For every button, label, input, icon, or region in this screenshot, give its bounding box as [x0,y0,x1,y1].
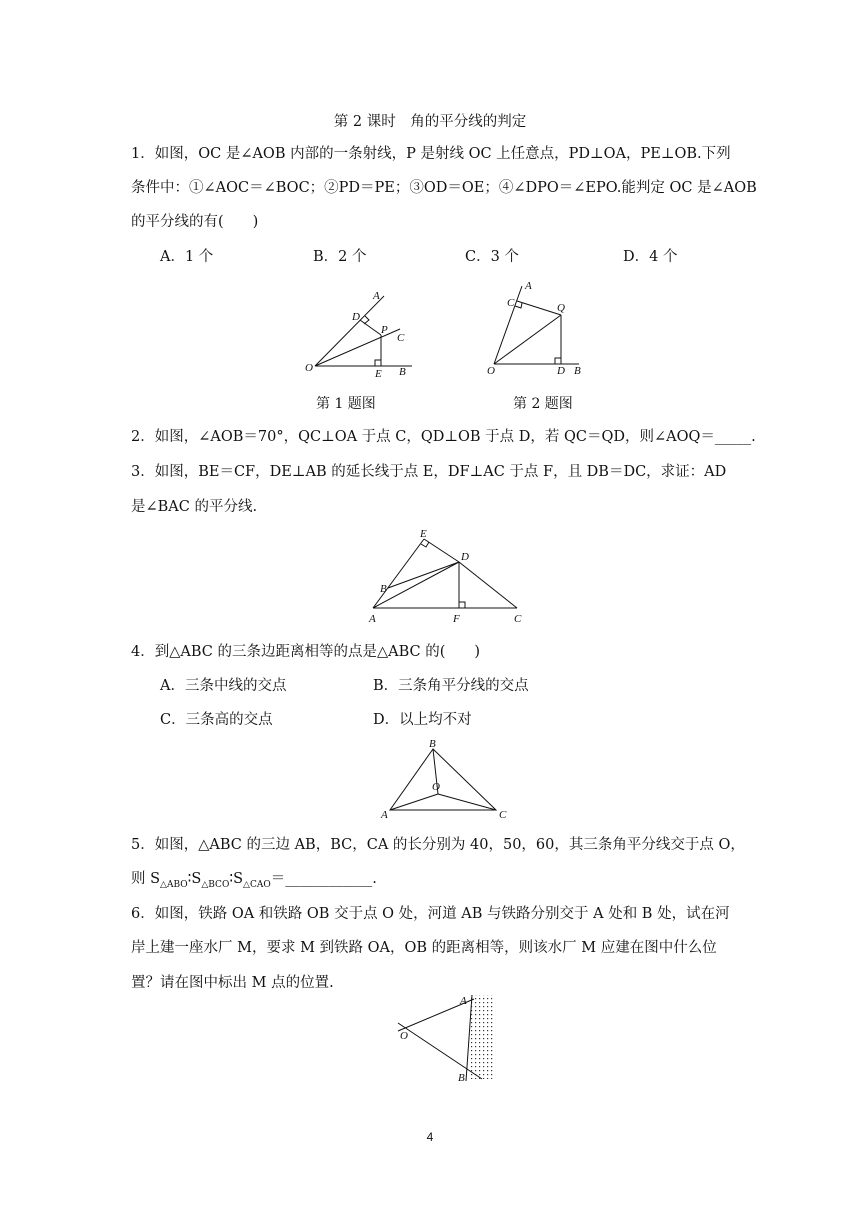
fig3-label-b: B [380,583,387,595]
fig1-label-p: P [381,324,388,336]
fig1-label-d: D [352,311,360,323]
q1-option-b: B．2 个 [313,249,367,265]
fig1-label-o: O [305,362,313,374]
q5-answer-blank: ＝____________. [270,871,377,887]
river-hatch [470,995,494,1079]
q4-option-d: D．以上均不对 [373,712,472,728]
fig3-label-a: A [369,613,376,625]
fig3-label-c: C [514,613,522,625]
q5-colon-2: ∶S [229,871,244,887]
q5-sub-abo: △ABO [160,879,188,890]
page-number: 4 [426,1130,434,1144]
q3-line1: 3．如图，BE＝CF，DE⊥AB 的延长线于点 E，DF⊥AC 于点 F，且 DB＝DC，求证：AD [131,464,727,480]
q1-line2: 条件中：①∠AOC＝∠BOC；②PD＝PE；③OD＝OE；④∠DPO＝∠EPO.能判定 OC 是∠AOB [131,180,757,196]
q5-prefix: 则 S [131,871,161,887]
fig4-label-a: A [381,809,388,821]
figure-4 [376,737,516,822]
fig2-label-o: O [487,365,495,377]
fig4-label-o: O [432,781,440,793]
q5-sub-cao: △CAO [243,879,271,890]
q4-option-b: B．三条角平分线的交点 [373,678,529,694]
fig3-label-e: E [420,528,427,540]
figure-1 [300,285,430,380]
fig1-label-e: E [375,368,382,380]
figure-6 [390,993,500,1085]
figure-3 [366,526,536,628]
page-title: 第 2 课时 角的平分线的判定 [333,114,527,130]
q5-line2 [131,869,377,895]
q1-line3: 的平分线的有( ) [131,214,259,230]
q6-line3: 置？请在图中标出 M 点的位置. [131,975,334,991]
fig2-label-b: B [574,365,581,377]
q4-option-a: A．三条中线的交点 [160,678,287,694]
q1-option-c: C．3 个 [465,249,519,265]
q5-colon-1: ∶S [187,871,202,887]
fig2-label-q: Q [557,302,565,314]
fig3-label-d: D [461,551,469,563]
fig1-label-c: C [397,332,405,344]
q1-option-d: D．4 个 [623,249,678,265]
fig4-label-c: C [499,809,507,821]
figure-2 [482,278,592,378]
q4-option-c: C．三条高的交点 [160,712,273,728]
fig6-label-b: B [458,1072,465,1084]
fig6-label-a: A [460,995,467,1007]
fig1-caption: 第 1 题图 [316,396,376,412]
q6-line2: 岸上建一座水厂 M，要求 M 到铁路 OA，OB 的距离相等，则该水厂 M 应建在图中什么位 [131,940,717,956]
fig2-label-d: D [557,365,565,377]
q5-sub-bco: △BCO [201,879,230,890]
fig2-caption: 第 2 题图 [513,396,573,412]
q4-text: 4．到△ABC 的三条边距离相等的点是△ABC 的( ) [131,644,481,660]
q1-line1: 1．如图，OC 是∠AOB 内部的一条射线，P 是射线 OC 上任意点，PD⊥OA，PE⊥OB.下列 [131,146,731,162]
fig1-label-a: A [373,290,380,302]
fig4-label-b: B [429,738,436,750]
fig3-label-f: F [453,613,460,625]
q3-line2: 是∠BAC 的平分线. [131,499,258,515]
q5-line1: 5．如图，△ABC 的三边 AB，BC，CA 的长分别为 40，50，60，其三条角平分线交于点 O， [131,837,745,853]
fig2-label-a: A [525,280,532,292]
q6-line1: 6．如图，铁路 OA 和铁路 OB 交于点 O 处，河道 AB 与铁路分别交于 A 处和 B 处，试在河 [131,906,730,922]
fig2-label-c: C [507,297,515,309]
fig6-label-o: O [400,1030,408,1042]
fig1-label-b: B [399,366,406,378]
q1-option-a: A．1 个 [160,249,214,265]
q2-text: 2．如图，∠AOB＝70°，QC⊥OA 于点 C，QD⊥OB 于点 D，若 QC＝QD，则∠AOQ＝_____. [131,429,756,445]
